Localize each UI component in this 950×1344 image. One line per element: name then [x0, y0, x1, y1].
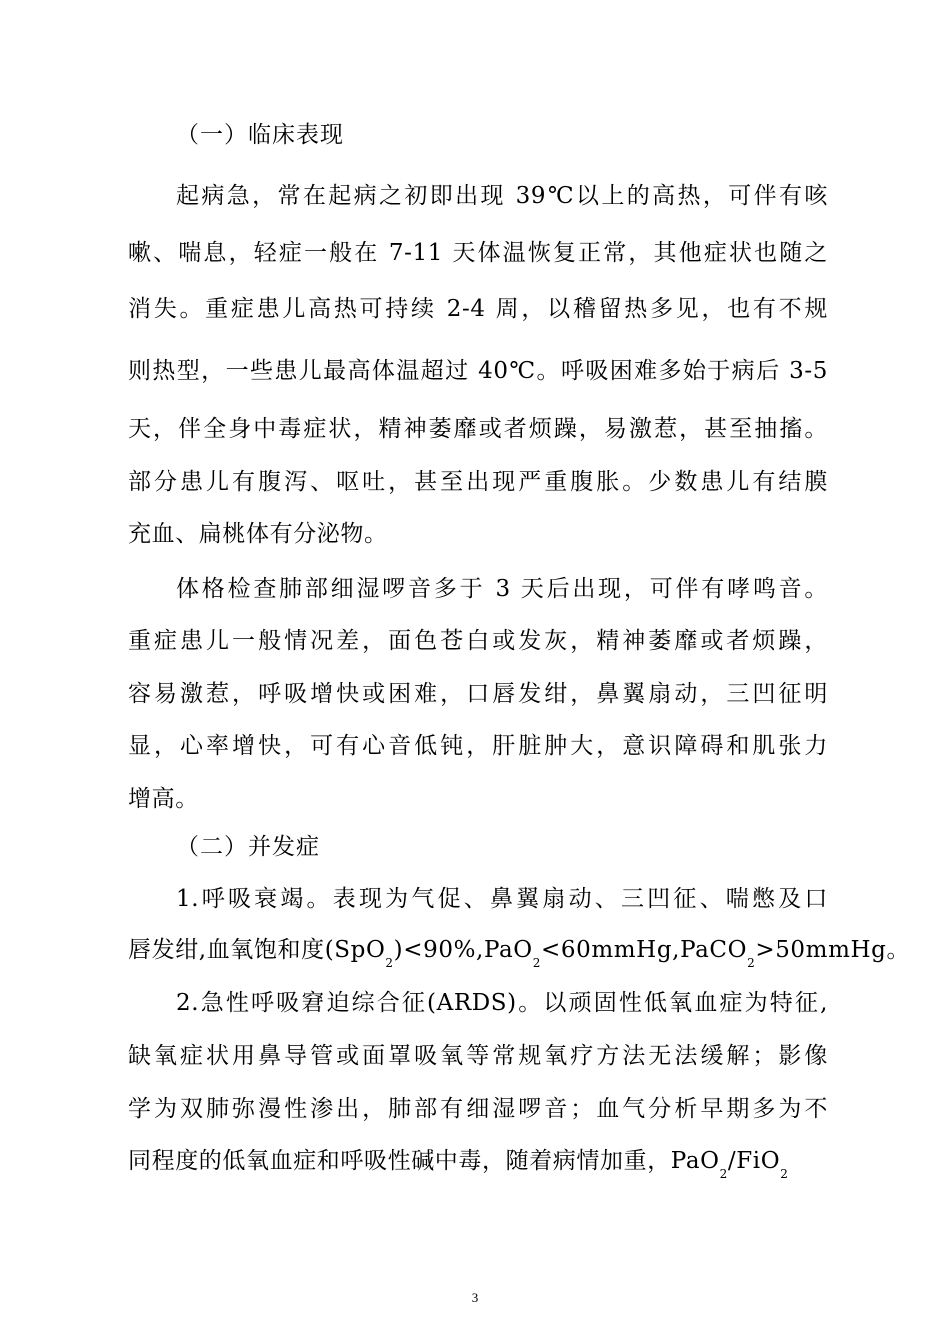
- section-heading-complications: （二）并发症: [176, 834, 320, 860]
- paragraph-line: 重症患儿一般情况差，面色苍白或发灰，精神萎靡或者烦躁，: [128, 628, 828, 654]
- paragraph-line: 天，伴全身中毒症状，精神萎靡或者烦躁，易激惹，甚至抽搐。: [128, 416, 828, 442]
- paragraph-line: 增高。: [128, 786, 199, 812]
- list-item-line: 缺氧症状用鼻导管或面罩吸氧等常规氧疗方法无法缓解；影像: [128, 1043, 828, 1069]
- list-item-line-with-subscripts: 唇发绀,血氧饱和度(SpO$_2$)<90%,PaO$_2$<60mmHg,PaCO$_2$>50mmHg。: [128, 937, 911, 970]
- paragraph-line: 嗽、喘息，轻症一般在 7-11 天体温恢复正常，其他症状也随之: [128, 240, 828, 266]
- list-item-line: 学为双肺弥漫性渗出，肺部有细湿啰音；血气分析早期多为不: [128, 1096, 828, 1122]
- list-item-line: 2.急性呼吸窘迫综合征(ARDS)。以顽固性低氧血症为特征,: [176, 990, 828, 1016]
- paragraph-line: 部分患儿有腹泻、呕吐，甚至出现严重腹胀。少数患儿有结膜: [128, 469, 828, 495]
- paragraph-line: 体格检查肺部细湿啰音多于 3 天后出现，可伴有哮鸣音。: [176, 576, 828, 602]
- list-item-line-with-subscripts: 同程度的低氧血症和呼吸性碱中毒，随着病情加重，PaO$_2$/FiO$_2$: [128, 1148, 789, 1181]
- section-heading-clinical: （一）临床表现: [176, 122, 344, 148]
- paragraph-line: 则热型，一些患儿最高体温超过 40℃。呼吸困难多始于病后 3-5: [128, 358, 828, 384]
- paragraph-line: 消失。重症患儿高热可持续 2-4 周，以稽留热多见，也有不规: [128, 296, 828, 322]
- paragraph-line: 容易激惹，呼吸增快或困难，口唇发绀，鼻翼扇动，三凹征明: [128, 681, 828, 707]
- paragraph-line: 起病急，常在起病之初即出现 39℃以上的高热，可伴有咳: [176, 183, 828, 209]
- paragraph-line: 充血、扁桃体有分泌物。: [128, 521, 388, 547]
- paragraph-line: 显，心率增快，可有心音低钝，肝脏肿大，意识障碍和肌张力: [128, 733, 828, 759]
- page-number: 3: [471, 1290, 479, 1305]
- list-item-line: 1.呼吸衰竭。表现为气促、鼻翼扇动、三凹征、喘憋及口: [176, 886, 828, 912]
